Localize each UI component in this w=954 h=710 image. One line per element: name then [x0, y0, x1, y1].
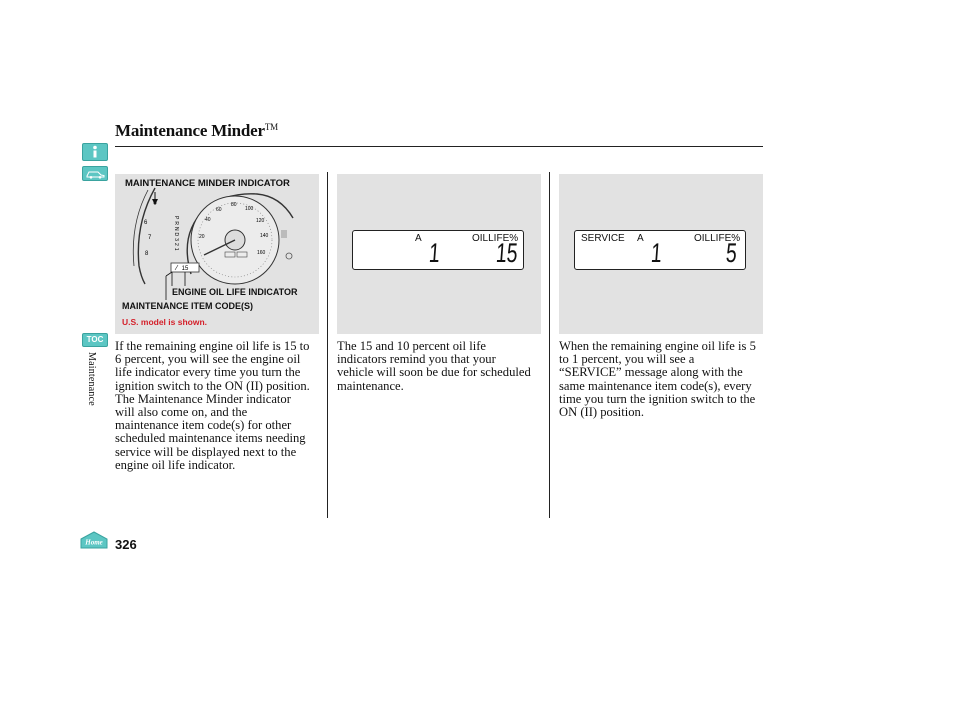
speed-number: 20: [199, 234, 205, 240]
oil-life-percent: 5: [724, 238, 738, 268]
speed-number: 160: [257, 250, 266, 256]
car-glyph-icon: [83, 167, 107, 180]
home-label: Home: [85, 538, 103, 547]
label-maintenance-item-code: MAINTENANCE ITEM CODE(S): [122, 301, 253, 311]
page-number: 326: [115, 537, 137, 552]
tach-number: 7: [148, 235, 152, 241]
speed-number: 60: [216, 207, 222, 213]
speed-number: 80: [231, 202, 237, 208]
speed-number: 100: [245, 206, 254, 212]
oil-life-label: OILLIFE%: [472, 233, 519, 244]
oil-life-label: OILLIFE%: [694, 233, 741, 244]
car-icon[interactable]: [82, 166, 108, 181]
speed-number: 40: [205, 217, 211, 223]
oil-life-service-display: [574, 230, 746, 270]
home-icon: [80, 531, 108, 549]
item-code: A: [637, 233, 644, 244]
service-message: SERVICE: [581, 233, 625, 244]
trademark-mark: TM: [264, 122, 278, 132]
column-text: If the remaining engine oil life is 15 to 6 percent, you will see the engine oil life indicator every time you turn the ignition switch to the ON (II) position. The Maintenance Minder indicator will also come on, and the maintenance item code(s) for other scheduled maintenance items needing service will be displayed next to the engine oil life indicator.: [115, 339, 310, 472]
title-rule: [115, 146, 763, 147]
item-code: A: [415, 233, 422, 244]
gear-letters: PRND321: [173, 216, 179, 253]
info-glyph-icon: [83, 144, 107, 160]
column-divider: [327, 172, 328, 518]
oil-life-display: [352, 230, 524, 270]
us-model-note: U.S. model is shown.: [122, 317, 208, 327]
label-maintenance-minder-indicator: MAINTENANCE MINDER INDICATOR: [125, 178, 290, 189]
tach-number: 8: [145, 251, 149, 257]
home-button[interactable]: [80, 531, 108, 549]
label-engine-oil-life-indicator: ENGINE OIL LIFE INDICATOR: [172, 287, 298, 297]
oil-life-percent: 15: [494, 238, 519, 268]
info-icon[interactable]: [82, 143, 108, 161]
column-divider: [549, 172, 550, 518]
item-digit: 1: [427, 238, 441, 268]
speed-number: 140: [260, 233, 269, 239]
tach-number: 6: [144, 220, 148, 226]
svg-text:15: 15: [181, 266, 189, 272]
column-text: The 15 and 10 percent oil life indicators remind you that your vehicle will soon be due for scheduled maintenance.: [337, 339, 531, 393]
item-digit: 1: [649, 238, 663, 268]
toc-button[interactable]: TOC: [82, 333, 108, 347]
page-title: Maintenance Minder™: [115, 121, 278, 140]
section-label: Maintenance: [86, 352, 97, 406]
speed-number: 120: [256, 218, 265, 224]
column-text: When the remaining engine oil life is 5 to 1 percent, you will see a “SERVICE” message along with the same maintenance item code(s), every time you turn the ignition switch to the ON (II) position.: [559, 339, 756, 420]
